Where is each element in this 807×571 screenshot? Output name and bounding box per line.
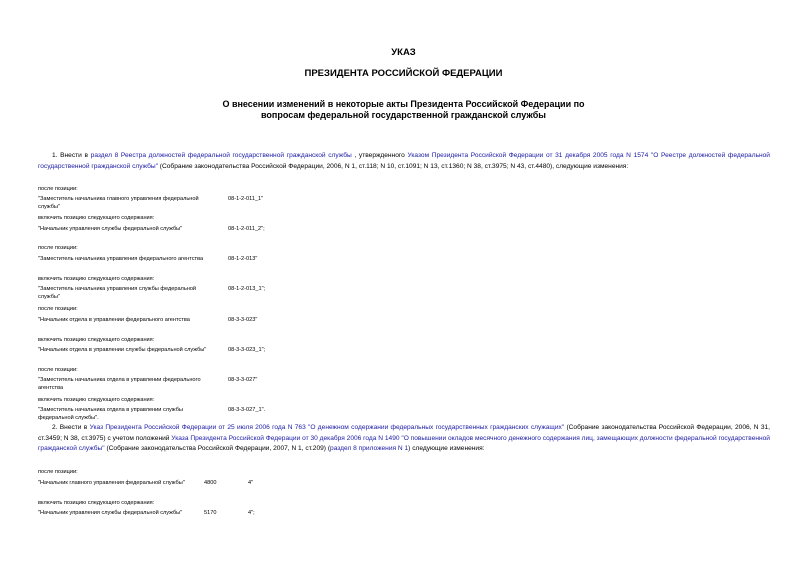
after-position-label: после позиции: [38, 367, 78, 373]
include-position-label: включить позицию следующего содержания: [38, 397, 155, 403]
position-code: 08-1-2-011_2"; [228, 226, 265, 232]
position-code: 08-3-3-023" [228, 317, 258, 323]
paragraph-1-end: (Собрание законодательства Российской Федерации, 2006, N 1, ст.118; N 10, ст.1091; N 13, ст.1360; N 38, ст.3975; N 43, ст.4480), следующие изменения: [157, 162, 629, 170]
paragraph-2-mid: (Собрание законодательства Российской Федерации, 2006, N 31, ст.3459; N 38, ст.3975) с учетом положений [38, 424, 770, 442]
decree-heading: О внесении изменений в некоторые акты Президента Российской Федерации по вопросам федеральной государственной гражданской службы [222, 99, 585, 120]
position-code: 08-3-3-027" [228, 377, 258, 383]
include-position-label: включить позицию следующего содержания: [38, 215, 155, 221]
position-name: "Начальник управления службы федеральной службы" [38, 226, 183, 232]
position-name: "Заместитель начальника управления федерального агентства [38, 256, 204, 262]
link-registry-section-8[interactable]: раздел 8 Реестра должностей федеральной государственной гражданской службы [90, 152, 352, 159]
after-position-label: после позиции: [38, 186, 78, 192]
decree-issuer: ПРЕЗИДЕНТА РОССИЙСКОЙ ФЕДЕРАЦИИ [304, 68, 503, 79]
position-name: "Начальник главного управления федеральной службы" [38, 480, 185, 486]
position-salary: 5170 [204, 510, 217, 516]
position-name: "Заместитель начальника отдела в управлении службы федеральной службы". [38, 407, 183, 421]
decree-title: УКАЗ [391, 47, 416, 58]
position-name: "Заместитель начальника управления службы федеральной службы" [38, 286, 197, 300]
link-decree-1490[interactable]: Указа Президента Российской Федерации от 30 декабря 2006 года N 1490 "О повышении окладов месячного денежного содержания лиц, замещающих должности федеральной государственной гражданской службы" [38, 434, 770, 452]
include-position-label: включить позицию следующего содержания: [38, 500, 155, 506]
paragraph-1-start: 1. Внести в [52, 152, 91, 159]
position-name: "Начальник отдела в управлении федерального агентства [38, 317, 190, 323]
after-position-label: после позиции: [38, 469, 78, 475]
link-decree-763[interactable]: Указ Президента Российской Федерации от 25 июля 2006 года N 763 "О денежном содержании федеральных государственных гражданских служащих" [89, 424, 565, 431]
position-code: 08-3-3-027_1". [228, 407, 266, 413]
position-name: "Заместитель начальника отдела в управлении федерального агентства [38, 377, 201, 391]
position-coefficient: 4"; [248, 510, 255, 516]
position-coefficient: 4" [248, 480, 254, 486]
position-code: 08-1-2-013" [228, 256, 258, 262]
include-position-label: включить позицию следующего содержания: [38, 276, 155, 282]
position-name: "Начальник управления службы федеральной службы" [38, 510, 183, 516]
paragraph-2 [38, 423, 770, 455]
link-appendix-1-section-8[interactable]: раздел 8 приложения N 1 [330, 445, 409, 452]
position-code: 08-1-2-011_1" [228, 196, 264, 202]
paragraph-1-mid: , утвержденного [351, 152, 408, 159]
position-name: "Заместитель начальника главного управления федеральной службы" [38, 196, 199, 210]
after-position-label: после позиции: [38, 306, 78, 312]
include-position-label: включить позицию следующего содержания: [38, 337, 155, 343]
paragraph-1 [38, 151, 770, 172]
position-code: 08-3-3-023_1"; [228, 347, 266, 353]
paragraph-2-mid2: (Собрание законодательства Российской Федерации, 2007, N 1, ст.209) ( [104, 445, 331, 452]
position-name: "Начальник отдела в управлении службы федеральной службы" [38, 347, 207, 353]
position-code: 08-1-2-013_1"; [228, 286, 266, 292]
paragraph-2-start: 2. Внести в [52, 424, 90, 431]
link-decree-1574[interactable]: Указом Президента Российской Федерации от 31 декабря 2005 года N 1574 "О Реестре должностей федеральной государственной гражданской службы" [38, 152, 770, 170]
position-salary: 4800 [204, 480, 217, 486]
paragraph-2-end: ) следующие изменения: [408, 445, 485, 452]
after-position-label: после позиции: [38, 245, 78, 251]
